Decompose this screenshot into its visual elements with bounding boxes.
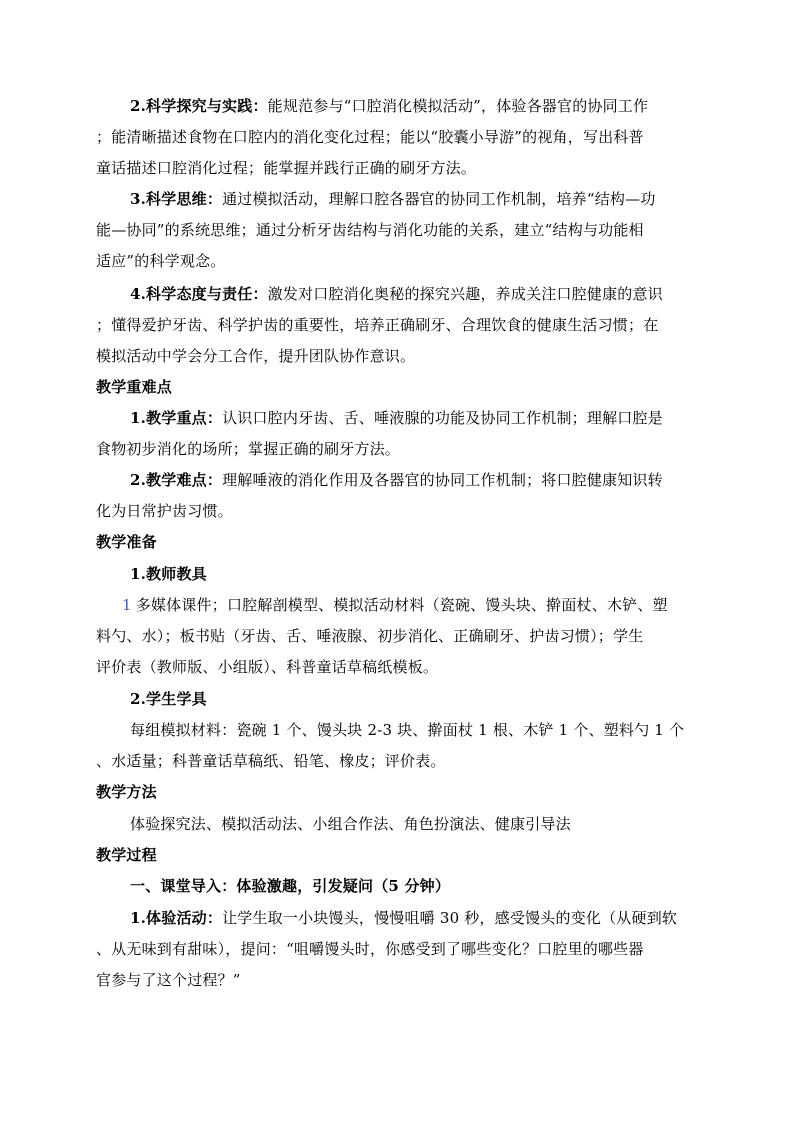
- prep-heading: 教学准备: [96, 533, 157, 551]
- list-number: 1: [122, 596, 132, 614]
- process-1-line-2: 、从无味到有甜味），提问：“咀嚼馒头时，你感受到了哪些变化？口腔里的哪些器: [96, 940, 644, 958]
- key-point-2-label: 2.教学难点：: [130, 471, 223, 489]
- objective-3-line-2: 能—协同”的系统思维；通过分析牙齿结构与消化功能的关系，建立“结构与功能相: [96, 221, 644, 239]
- key-point-1-line-1: [130, 408, 702, 428]
- objective-4-line-2: ；懂得爱护牙齿、科学护齿的重要性，培养正确刷牙、合理饮食的健康生活习惯；在: [96, 316, 659, 334]
- objective-2-line-3: 童话描述口腔消化过程；能掌握并践行正确的刷牙方法。: [96, 159, 477, 177]
- objective-2-text: 能规范参与“口腔消化模拟活动”，体验各器官的协同工作: [267, 97, 649, 115]
- objective-2-line-2: ；能清晰描述食物在口腔内的消化变化过程；能以“胶囊小导游”的视角，写出科普: [96, 128, 644, 146]
- objective-2-label: 2.科学探究与实践：: [130, 97, 268, 115]
- process-1-text: 让学生取一小块馒头，慢慢咀嚼 30 秒，感受馒头的变化（从硬到软: [222, 909, 678, 927]
- student-tools-line-2: 、水适量；科普童话草稿纸、铅笔、橡皮；评价表。: [96, 752, 446, 770]
- methods-text: 体验探究法、模拟活动法、小组合作法、角色扮演法、健康引导法: [130, 815, 571, 833]
- key-point-1-line-2: 食物初步消化的场所；掌握正确的刷牙方法。: [96, 440, 401, 458]
- key-point-1-label: 1.教学重点：: [130, 409, 223, 427]
- student-tools-line-1: 每组模拟材料：瓷碗 1 个、馒头块 2-3 块、擀面杖 1 根、木铲 1 个、塑料勺 1 个: [130, 721, 685, 739]
- student-tools-heading: 2.学生学具: [130, 690, 207, 708]
- teacher-tools-line-3: 评价表（教师版、小组版）、科普童话草稿纸模板。: [96, 658, 439, 676]
- objective-2-line-1: [130, 96, 702, 116]
- process-1-label: 1.体验活动：: [130, 909, 223, 927]
- process-heading: 教学过程: [96, 846, 157, 864]
- process-1-line-1: [130, 908, 702, 928]
- key-point-2-text: 理解唾液的消化作用及各器官的协同工作机制；将口腔健康知识转: [222, 471, 663, 489]
- teacher-tools-heading: 1.教师教具: [130, 565, 207, 583]
- section-1-title: 一、课堂导入：体验激趣，引发疑问（5 分钟）: [130, 877, 451, 895]
- key-points-heading: 教学重难点: [96, 378, 173, 396]
- key-point-2-line-1: [130, 470, 702, 490]
- teacher-tools-line-2: 料勺、水）；板书贴（牙齿、舌、唾液腺、初步消化、正确刷牙、护齿习惯）；学生: [96, 627, 644, 645]
- objective-4-line-1: [130, 284, 702, 304]
- key-point-1-text: 认识口腔内牙齿、舌、唾液腺的功能及协同工作机制；理解口腔是: [222, 409, 663, 427]
- objective-4-label: 4.科学态度与责任：: [130, 285, 268, 303]
- methods-heading: 教学方法: [96, 783, 157, 801]
- objective-3-line-1: [130, 189, 702, 209]
- objective-4-line-3: 模拟活动中学会分工合作，提升团队协作意识。: [96, 347, 416, 365]
- key-point-2-line-2: 化为日常护齿习惯。: [96, 502, 233, 520]
- teacher-tools-line-1: [122, 595, 702, 615]
- objective-3-text: 通过模拟活动，理解口腔各器官的协同工作机制，培养“结构—功: [222, 190, 656, 208]
- process-1-line-3: 官参与了这个过程？”: [96, 971, 241, 989]
- objective-4-text: 激发对口腔消化奥秘的探究兴趣，养成关注口腔健康的意识: [267, 285, 663, 303]
- objective-3-line-3: 适应”的科学观念。: [96, 252, 226, 270]
- objective-3-label: 3.科学思维：: [130, 190, 223, 208]
- teacher-tools-text: 多媒体课件；口腔解剖模型、模拟活动材料（瓷碗、馒头块、擀面杖、木铲、塑: [135, 596, 668, 614]
